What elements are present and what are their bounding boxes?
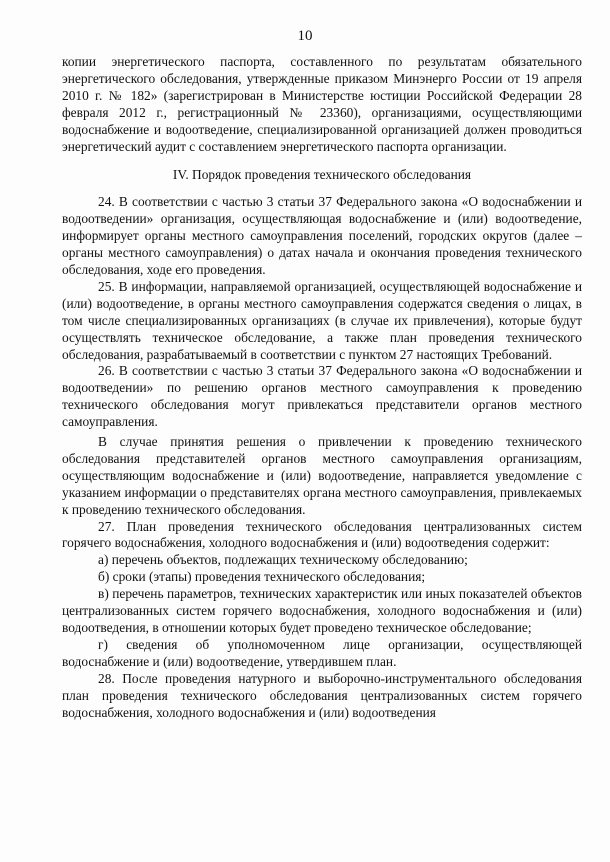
list-item-v: в) перечень параметров, технических характеристик или иных показателей объектов централизованных систем горячего водоснабжения, холодного водоснабжения и (или) водоотведения, в отношении которых будет проведено техническое обследование; [62,586,582,635]
paragraph-26-continuation: В случае принятия решения о привлечении к проведению технического обследования представителей органов местного самоуправления организациям, осуществляющим водоснабжение и (или) водоотведение, направляется уведомление с указанием информации о представителях органа местного самоуправления, привлекаемых к проведению технического обследования. [62,434,582,517]
paragraph-28: 28. После проведения натурного и выборочно-инструментального обследования план проведения технического обследования централизованных систем горячего водоснабжения, холодного водоснабжения и (или) водоотведения [62,670,582,720]
list-item-g: г) сведения об уполномоченном лице организации, осуществляющей водоснабжение и (или) водоотведение, утвердившем план. [62,636,582,669]
list-item-a: а) перечень объектов, подлежащих техническому обследованию; [98,552,468,568]
paragraph-24: 24. В соответствии с частью 3 статьи 37 Федерального закона «О водоснабжении и водоотведении» организация, осуществляющая водоснабжение и (или) водоотведение, информирует органы местного самоуправления поселений, городских округов (далее – органы местного самоуправления) о датах начала и окончания проведения технического обследования, ходе его проведения. [62,194,582,277]
list-item-b: б) сроки (этапы) проведения технического обследования; [98,569,426,585]
paragraph-continuation: копии энергетического паспорта, составленного по результатам обязательного энергетического обследования, утвержденные приказом Минэнерго России от 19 апреля 2010 г. № 182» (зарегистрирован в Министерстве юстиции Российской Федерации 28 февраля 2012 г., регистрационный № 23360), организациями, осуществляющими водоснабжение и водоотведение, специализированной организацией должен проводиться энергетический аудит с составлением энергетического паспорта организации. [62,54,582,154]
paragraph-25: 25. В информации, направляемой организацией, осуществляющей водоснабжение и (или) водоотведение, в органы местного самоуправления содержатся сведения о лицах, в том числе специализированных организациях (в случае их привлечения), которые будут осуществлять техническое обследование, а также план проведения технического обследования, разрабатываемый в соответствии с пунктом 27 настоящих Требований. [62,278,582,362]
paragraph-27: 27. План проведения технического обследования централизованных систем горячего водоснабжения, холодного водоснабжения и (или) водоотведения содержит: [62,518,582,551]
paragraph-26: 26. В соответствии с частью 3 статьи 37 Федерального закона «О водоснабжении и водоотведении» по решению органов местного самоуправления к проведению технического обследования могут привлекаться представители органов местного самоуправления. [62,363,582,430]
section-heading: IV. Порядок проведения технического обследования [172,167,472,183]
page-number: 10 [297,28,313,44]
document-body [62,54,582,721]
